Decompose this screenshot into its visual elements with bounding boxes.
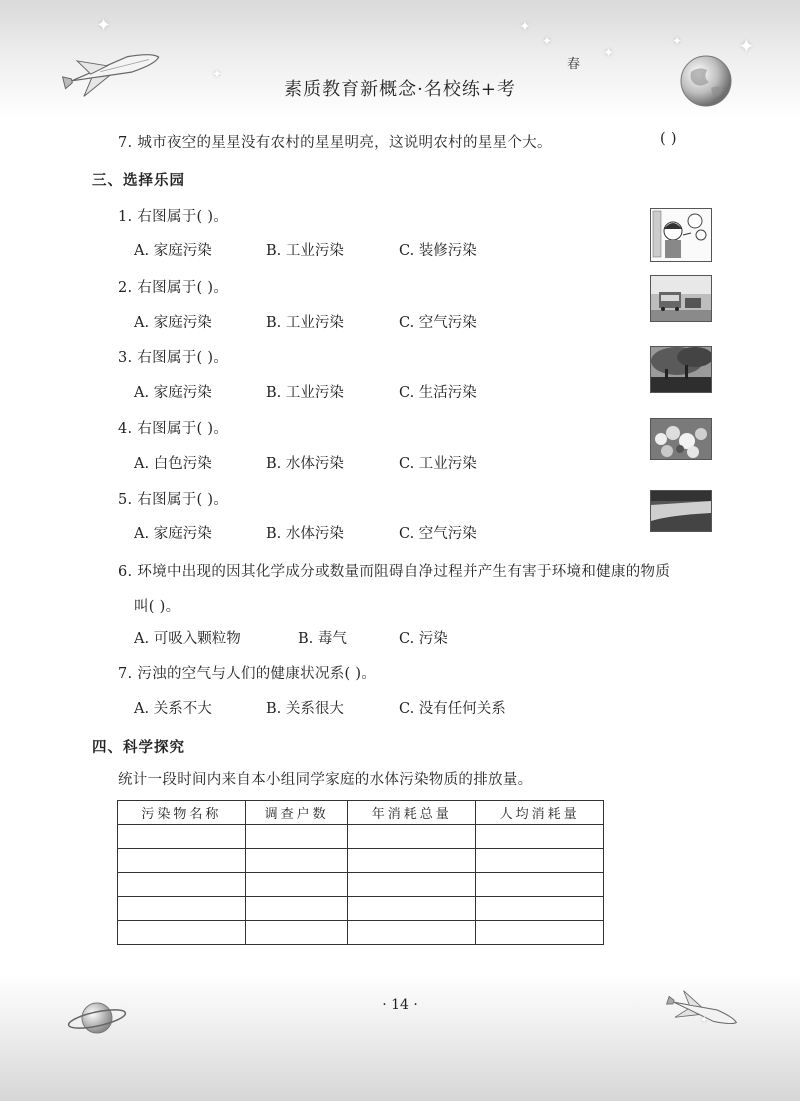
option-a: A. 家庭污染	[134, 315, 212, 331]
polluted-river-image	[650, 490, 712, 532]
judge-question-7: 7. 城市夜空的星星没有农村的星星明亮，这说明农村的星星个大。	[118, 135, 552, 151]
space-shuttle-icon	[664, 990, 744, 1034]
sparkle-icon: ✦	[212, 67, 223, 81]
option-c: C. 装修污染	[399, 243, 477, 259]
blank-cell[interactable]	[118, 825, 246, 849]
blank-cell[interactable]	[118, 897, 246, 921]
blank-cell[interactable]	[348, 897, 476, 921]
question-stem: 2. 右图属于( )。	[118, 280, 229, 296]
blank-cell[interactable]	[348, 825, 476, 849]
option-a: A. 家庭污染	[134, 243, 212, 259]
sparkle-icon: ✦	[519, 19, 531, 35]
sparkle-icon: ✦	[603, 46, 614, 61]
question-stem: 3. 右图属于( )。	[118, 350, 229, 366]
blank-cell[interactable]	[476, 921, 604, 945]
table-row	[118, 873, 604, 897]
blank-cell[interactable]	[348, 873, 476, 897]
question-6-line2: 叫( )。	[134, 599, 181, 615]
option-a: A. 家庭污染	[134, 526, 212, 542]
option-b: B. 毒气	[298, 631, 347, 647]
sparkle-icon: ✦	[738, 34, 755, 58]
option-c: C. 污染	[399, 631, 448, 647]
page-header-title: 素质教育新概念·名校练+考	[284, 79, 516, 100]
blank-cell[interactable]	[118, 921, 246, 945]
question-6-line1: 6. 环境中出现的因其化学成分或数量而阻碍自净过程并产生有害于环境和健康的物质	[118, 564, 671, 580]
column-header: 调查户数	[245, 801, 348, 825]
column-header: 污染物名称	[118, 801, 246, 825]
blank-cell[interactable]	[476, 873, 604, 897]
cartoon-smoking-image	[650, 208, 712, 262]
sparkle-icon: ✦	[542, 34, 553, 48]
blank-cell[interactable]	[118, 873, 246, 897]
table-header-row	[118, 801, 604, 825]
option-b: B. 工业污染	[266, 385, 344, 401]
section-title-inquiry: 四、科学探究	[92, 740, 185, 756]
option-b: B. 水体污染	[266, 456, 344, 472]
blank-cell[interactable]	[245, 849, 348, 873]
blank-cell[interactable]	[476, 849, 604, 873]
blank-cell[interactable]	[476, 825, 604, 849]
table-row	[118, 897, 604, 921]
blank-cell[interactable]	[245, 921, 348, 945]
column-header: 人均消耗量	[476, 801, 604, 825]
traffic-exhaust-image	[650, 275, 712, 322]
question-stem: 5. 右图属于( )。	[118, 492, 229, 508]
option-c: C. 生活污染	[399, 385, 477, 401]
table-row	[118, 825, 604, 849]
question-7-stem: 7. 污浊的空气与人们的健康状况系( )。	[118, 666, 377, 682]
option-c: C. 没有任何关系	[399, 701, 506, 717]
section-title-choice: 三、选择乐园	[92, 173, 185, 189]
blank-cell[interactable]	[348, 921, 476, 945]
garbage-pile-image	[650, 418, 712, 460]
survey-table	[117, 800, 604, 945]
season-label: 春	[567, 57, 581, 72]
option-c: C. 空气污染	[399, 526, 477, 542]
answer-box: ( )	[660, 131, 677, 147]
blank-cell[interactable]	[245, 873, 348, 897]
blank-cell[interactable]	[118, 849, 246, 873]
sparkle-icon: ✦	[700, 1015, 709, 1026]
blank-cell[interactable]	[245, 825, 348, 849]
saturn-planet-icon	[66, 995, 128, 1041]
table-row	[118, 921, 604, 945]
option-a: A. 白色污染	[134, 456, 212, 472]
question-stem: 4. 右图属于( )。	[118, 421, 229, 437]
option-b: B. 工业污染	[266, 243, 344, 259]
option-c: C. 工业污染	[399, 456, 477, 472]
blank-cell[interactable]	[476, 897, 604, 921]
option-a: A. 可吸入颗粒物	[134, 631, 241, 647]
option-b: B. 关系很大	[266, 701, 344, 717]
page-number: · 14 ·	[382, 997, 418, 1013]
option-b: B. 工业污染	[266, 315, 344, 331]
inquiry-instruction: 统计一段时间内来自本小组同学家庭的水体污染物质的排放量。	[118, 772, 533, 788]
factory-smoke-image	[650, 346, 712, 393]
option-a: A. 关系不大	[134, 701, 212, 717]
column-header: 年消耗总量	[348, 801, 476, 825]
option-c: C. 空气污染	[399, 315, 477, 331]
option-a: A. 家庭污染	[134, 385, 212, 401]
sparkle-icon: ✦	[672, 34, 683, 48]
blank-cell[interactable]	[245, 897, 348, 921]
question-stem: 1. 右图属于( )。	[118, 209, 229, 225]
sparkle-icon: ✦	[96, 15, 112, 36]
blank-cell[interactable]	[348, 849, 476, 873]
option-b: B. 水体污染	[266, 526, 344, 542]
table-row	[118, 849, 604, 873]
